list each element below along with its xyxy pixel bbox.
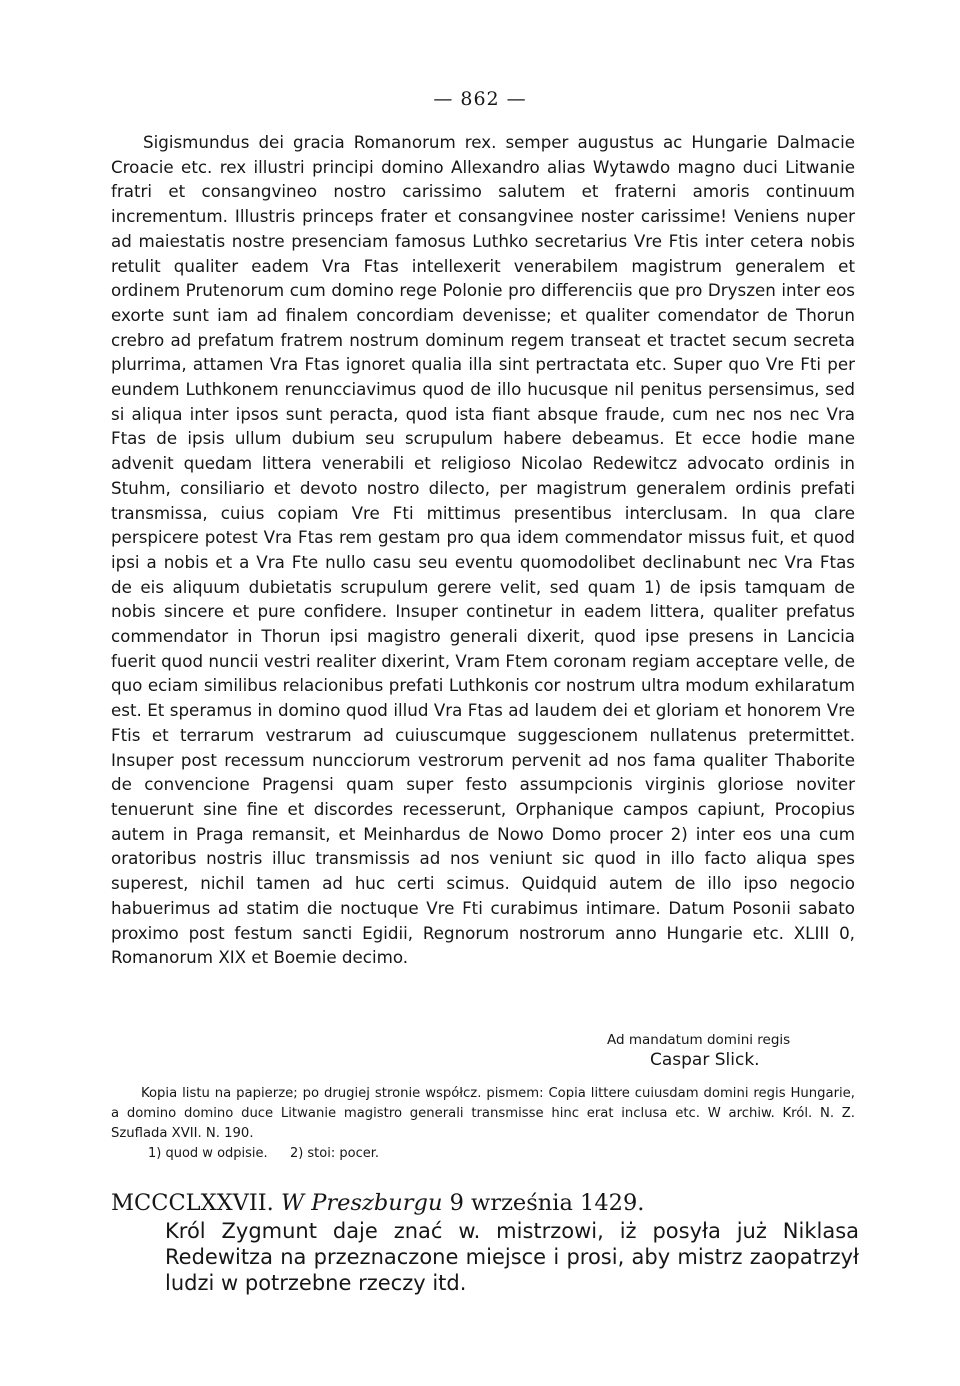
letter-body: [111, 130, 855, 970]
document-summary: Król Zygmunt daje znać w. mistrzowi, iż posyła już Niklasa Redewitza na przeznaczone miejsce i prosi, aby mistrz zaopatrzył ludzi w potrzebne rzeczy itd.: [165, 1219, 859, 1295]
archival-note: Kopia listu na papierze; po drugiej stronie współcz. pismem: Copia littere cuiusdam domini regis Hungarie, a domino domino duce Litwanie magistro generali transmisse hinc erat inclusa etc. W archiw. Król. N. Z. Szuflada XVII. N. 190.: [111, 1086, 855, 1141]
signature-name: Caspar Slick.: [650, 1050, 760, 1070]
page-number: — 862 —: [433, 88, 527, 110]
signature-mandate: Ad mandatum domini regis: [607, 1032, 791, 1048]
footnote-1: 1) quod w odpisie.: [148, 1146, 268, 1161]
document-date: 9 września 1429.: [449, 1190, 645, 1216]
footnote-2: 2) stoi: pocer.: [289, 1146, 379, 1161]
document-number: MCCCLXXVII.: [111, 1190, 274, 1216]
document-place: W Preszburgu: [281, 1190, 443, 1216]
footnotes: [148, 1146, 379, 1161]
next-document-heading: [111, 1190, 871, 1216]
letter-text: Sigismundus dei gracia Romanorum rex. semper augustus ac Hungarie Dalmacie Croacie etc. rex illustri principi domino Allexandro alias Wytawdo magno duci Litwanie fratri et consangvineo nostro carissimo salutem et fraterni amoris continuum incrementum. Illustris princeps frater et consangvinee noster carissime! Veniens nuper ad maiestatis nostre presenciam famosus Luthko secretarius Vre Ftis inter cetera nobis retulit qualiter eadem Vra Ftas intellexerit venerabilem magistrum generalem et ordinem Prutenorum cum domino rege Polonie pro differenciis que pro Dryszen inter eos exorte sunt iam ad finalem concordiam devenisse; et qualiter comendator de Thorun crebro ad prefatum fratrem nostrum dominum regem transeat et tractet secum secreta plurrima, attamen Vra Ftas ignoret qualia illa sint pertractata etc. Super quo Vre Fti per eundem Luthkonem renuncciavimus quod de illo hucusque nil penitus persensimus, sed si aliqua inter ipsos sunt peracta, quod ista fiant absque fraude, cum nec nos nec Vra Ftas de ipsis ullum dubium seu scrupulum habere debeamus. Et ecce hodie mane advenit quedam littera venerabili et religioso Nicolao Redewitcz advocato ordinis in Stuhm, consiliario et devoto nostro dilecto, per magistrum generalem ordinis prefati transmissa, cuius copiam Vre Fti mittimus presentibus interclusam. In qua clare perspicere potest Vra Ftas rem gestam pro qua idem commendator missus fuit, et quod ipsi a nobis et a Vra Fte nullo casu seu eventu quomodolibet declinabunt nec Vra Ftas de eis aliquum dubietatis scrupulum gerere velit, sed quam 1) de ipsis tamquam de nobis sincere et pure confidere. Insuper continetur in eadem littera, qualiter prefatus commendator in Thorun ipsi magistro generali dixerit, quod ipse presens in Lancicia fuerit quod nuncii vestri realiter dixerint, Vram Ftem coronam regiam acceptare velle, de quo eciam similibus relacionibus prefati Luthkonis cor nostrum ultra modum exhilaratum est. Et speramus in domino quod illud Vra Ftas ad laudem dei et gloriam et honorem Vre Ftis et terrarum vestrarum ad cuiuscumque suggescionem nullatenus pretermittet. Insuper post recessum nuncciorum vestrorum pervenit ad nos fama qualiter Thaborite de convencione Pragensi quam super festo assumpcionis virginis gloriose noviter tenuerunt sine fine et discordes recesserunt, Orphanique campos capiunt, Procopius autem in Praga remansit, et Meinhardus de Nowo Domo procer 2) inter eos una cum oratoribus nostris illuc transmissis ad nos veniunt sic quod in illo facto aliqua spes superest, nichil tamen ad huc certi scimus. Quidquid autem de illo ipso negocio habuerimus ad statim die noctuque Vre Fti curabimus intimare. Datum Posonii sabato proximo post festum sancti Egidii, Regnorum nostrorum anno Hungarie etc. XLIII 0, Romanorum XIX et Boemie decimo.: [111, 132, 855, 968]
